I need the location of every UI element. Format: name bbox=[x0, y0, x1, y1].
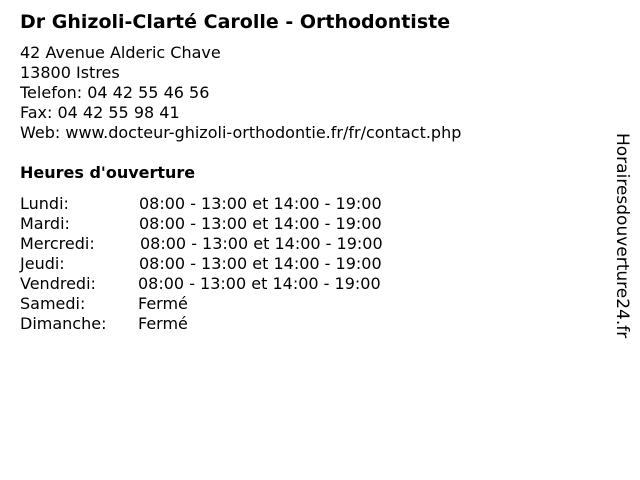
day-label: Lundi: bbox=[20, 194, 69, 213]
opening-hours-heading: Heures d'ouverture bbox=[20, 163, 196, 182]
day-hours: 08:00 - 13:00 et 14:00 - 19:00 bbox=[139, 254, 382, 273]
day-label: Dimanche: bbox=[20, 314, 107, 333]
day-hours: 08:00 - 13:00 et 14:00 - 19:00 bbox=[140, 234, 383, 253]
day-hours: 08:00 - 13:00 et 14:00 - 19:00 bbox=[139, 194, 382, 213]
day-hours: Fermé bbox=[138, 294, 188, 313]
city-postcode: 13800 Istres bbox=[20, 63, 120, 82]
day-label: Mercredi: bbox=[20, 234, 95, 253]
website: Web: www.docteur-ghizoli-orthodontie.fr/fr/contact.php bbox=[20, 123, 462, 142]
day-hours: 08:00 - 13:00 et 14:00 - 19:00 bbox=[138, 274, 381, 293]
day-hours: Fermé bbox=[138, 314, 188, 333]
day-label: Samedi: bbox=[20, 294, 86, 313]
street-address: 42 Avenue Alderic Chave bbox=[20, 43, 221, 62]
day-hours: 08:00 - 13:00 et 14:00 - 19:00 bbox=[139, 214, 382, 233]
contact-block bbox=[20, 43, 461, 143]
day-label: Vendredi: bbox=[20, 274, 96, 293]
business-title: Dr Ghizoli-Clarté Carolle - Orthodontiste bbox=[20, 11, 451, 33]
fax-number: Fax: 04 42 55 98 41 bbox=[20, 103, 180, 122]
phone-number: Telefon: 04 42 55 46 56 bbox=[20, 83, 210, 102]
day-label: Jeudi: bbox=[20, 254, 65, 273]
day-label: Mardi: bbox=[20, 214, 70, 233]
brand-watermark: Horairesdouverture24.fr bbox=[612, 133, 632, 339]
